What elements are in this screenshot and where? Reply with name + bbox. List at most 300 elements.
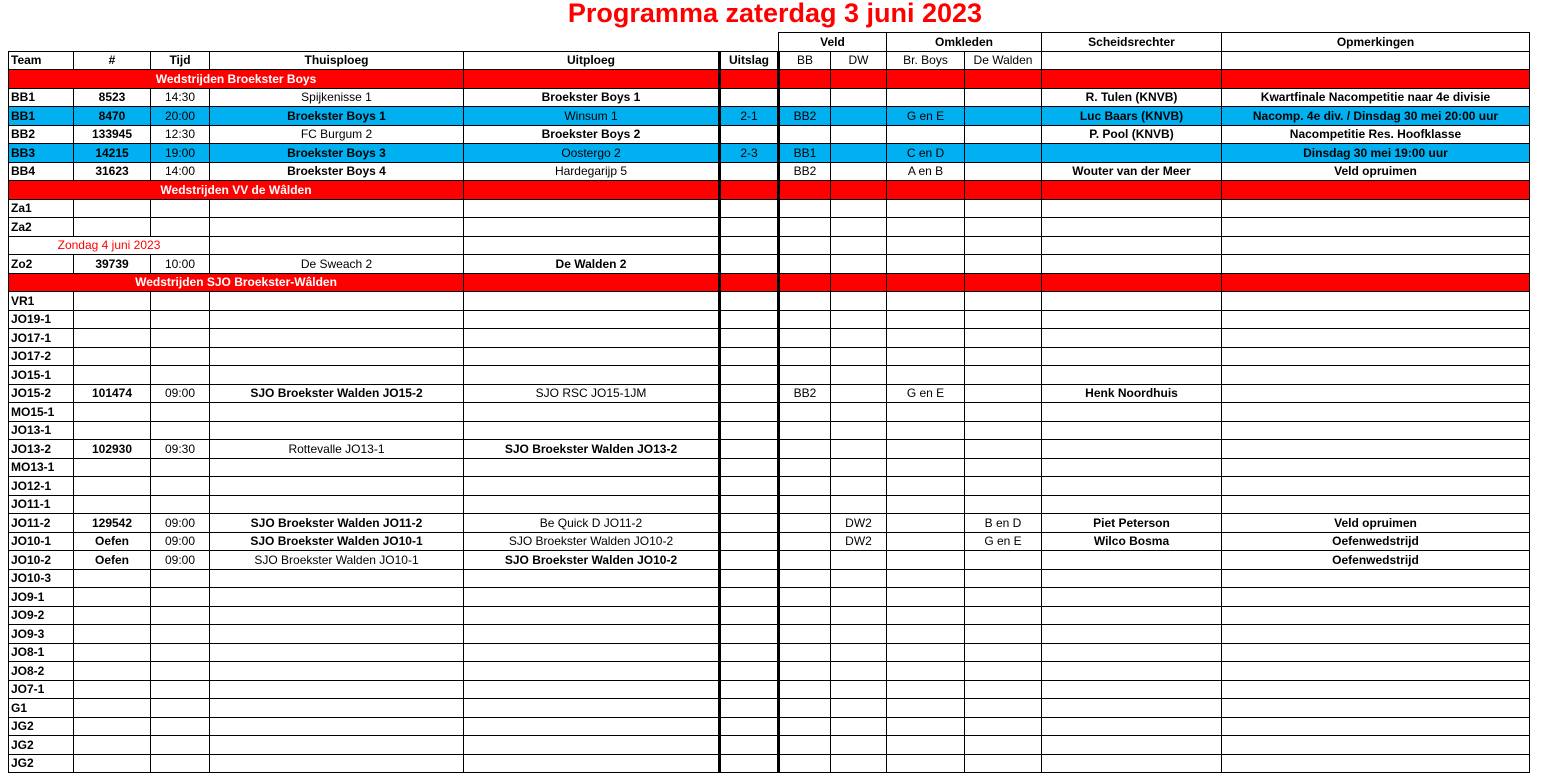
cell-nr [74, 458, 151, 477]
cell-scheids [1042, 421, 1222, 440]
header-tijd: Tijd [151, 51, 210, 70]
cell-tijd [151, 403, 210, 422]
cell-uit [464, 292, 720, 311]
cell-opm: Dinsdag 30 mei 19:00 uur [1222, 144, 1530, 163]
cell-uitslag [720, 199, 779, 218]
cell-uit [464, 606, 720, 625]
table-row [9, 495, 1530, 514]
cell-dewalden [965, 643, 1042, 662]
table-row [9, 754, 1530, 773]
cell-scheids: R. Tulen (KNVB) [1042, 88, 1222, 107]
cell-team: JO13-1 [9, 421, 74, 440]
cell-thuis [210, 403, 464, 422]
cell-team: Za2 [9, 218, 74, 237]
cell-uitslag [720, 292, 779, 311]
cell-thuis [210, 292, 464, 311]
cell-nr: 8523 [74, 88, 151, 107]
table-row [9, 310, 1530, 329]
cell-nr [74, 403, 151, 422]
cell-nr [74, 569, 151, 588]
cell-bb [779, 495, 831, 514]
cell-opm [1222, 736, 1530, 755]
table-row [9, 329, 1530, 348]
cell-dewalden [965, 569, 1042, 588]
cell-nr [74, 218, 151, 237]
cell-thuis [210, 625, 464, 644]
header-nr: # [74, 51, 151, 70]
cell-uitslag [720, 699, 779, 718]
cell-bb: BB2 [779, 107, 831, 126]
cell-uit: SJO RSC JO15-1JM [464, 384, 720, 403]
cell-thuis [210, 606, 464, 625]
cell-opm [1222, 477, 1530, 496]
cell-team: JG2 [9, 717, 74, 736]
cell-uitslag [720, 662, 779, 681]
cell-dewalden [965, 477, 1042, 496]
cell-team: JO9-3 [9, 625, 74, 644]
cell-team: JO17-2 [9, 347, 74, 366]
cell-bb [779, 366, 831, 385]
cell-thuis [210, 643, 464, 662]
cell-nr: 8470 [74, 107, 151, 126]
cell-nr: 31623 [74, 162, 151, 181]
header-dw: DW [831, 51, 887, 70]
cell-uit: Be Quick D JO11-2 [464, 514, 720, 533]
cell-dw [831, 384, 887, 403]
table-row [9, 680, 1530, 699]
cell-brboys [887, 532, 965, 551]
cell-thuis: Broekster Boys 1 [210, 107, 464, 126]
cell-bb [779, 643, 831, 662]
cell-nr: 129542 [74, 514, 151, 533]
schedule-body [9, 70, 1530, 773]
header-uitploeg: Uitploeg [464, 51, 720, 70]
table-row [9, 514, 1530, 533]
cell-thuis [210, 310, 464, 329]
cell-bb [779, 606, 831, 625]
cell-brboys [887, 643, 965, 662]
cell-uitslag [720, 625, 779, 644]
cell-nr: Oefen [74, 551, 151, 570]
cell-dw [831, 625, 887, 644]
cell-scheids [1042, 403, 1222, 422]
cell-uit: Broekster Boys 2 [464, 125, 720, 144]
cell-opm [1222, 662, 1530, 681]
cell-bb [779, 717, 831, 736]
cell-uitslag [720, 514, 779, 533]
cell-brboys [887, 625, 965, 644]
header-uitslag: Uitslag [720, 51, 779, 70]
table-row [9, 421, 1530, 440]
cell-scheids [1042, 440, 1222, 459]
cell-scheids [1042, 292, 1222, 311]
cell-dw [831, 310, 887, 329]
table-row [9, 384, 1530, 403]
cell-uitslag [720, 569, 779, 588]
cell-brboys [887, 680, 965, 699]
cell-uitslag: 2-3 [720, 144, 779, 163]
section-row [9, 181, 1530, 200]
cell-opm [1222, 606, 1530, 625]
cell-uitslag [720, 347, 779, 366]
section-title: Wedstrijden SJO Broekster-Wâlden [9, 273, 464, 292]
cell-team: JO15-1 [9, 366, 74, 385]
cell-thuis: Rottevalle JO13-1 [210, 440, 464, 459]
cell-dewalden [965, 144, 1042, 163]
table-row [9, 736, 1530, 755]
cell-opm [1222, 440, 1530, 459]
cell-tijd [151, 458, 210, 477]
cell-bb [779, 125, 831, 144]
cell-scheids [1042, 458, 1222, 477]
cell-thuis [210, 736, 464, 755]
cell-team: JG2 [9, 754, 74, 773]
cell-tijd [151, 662, 210, 681]
table-row [9, 440, 1530, 459]
cell-brboys [887, 125, 965, 144]
cell-scheids: P. Pool (KNVB) [1042, 125, 1222, 144]
cell-uit [464, 736, 720, 755]
cell-dewalden [965, 699, 1042, 718]
cell-tijd: 10:00 [151, 255, 210, 274]
cell-uit [464, 569, 720, 588]
cell-uit [464, 495, 720, 514]
cell-bb [779, 255, 831, 274]
cell-brboys [887, 458, 965, 477]
date-label: Zondag 4 juni 2023 [9, 236, 210, 255]
cell-uitslag [720, 606, 779, 625]
cell-nr [74, 643, 151, 662]
cell-brboys [887, 255, 965, 274]
cell-opm [1222, 329, 1530, 348]
cell-scheids: Piet Peterson [1042, 514, 1222, 533]
table-row [9, 162, 1530, 181]
cell-dw [831, 699, 887, 718]
cell-tijd [151, 754, 210, 773]
cell-dewalden [965, 662, 1042, 681]
cell-uit [464, 199, 720, 218]
cell-uit: Oostergo 2 [464, 144, 720, 163]
cell-opm [1222, 218, 1530, 237]
cell-opm [1222, 366, 1530, 385]
cell-thuis: De Sweach 2 [210, 255, 464, 274]
table-row [9, 292, 1530, 311]
cell-dewalden [965, 625, 1042, 644]
cell-team: MO15-1 [9, 403, 74, 422]
cell-tijd [151, 643, 210, 662]
cell-dewalden [965, 754, 1042, 773]
cell-dw [831, 754, 887, 773]
cell-dw [831, 477, 887, 496]
cell-thuis [210, 680, 464, 699]
cell-tijd [151, 218, 210, 237]
cell-team: Za1 [9, 199, 74, 218]
cell-dewalden [965, 495, 1042, 514]
cell-thuis [210, 218, 464, 237]
cell-dw: DW2 [831, 514, 887, 533]
cell-scheids [1042, 199, 1222, 218]
cell-team: VR1 [9, 292, 74, 311]
cell-opm [1222, 625, 1530, 644]
cell-brboys: A en B [887, 162, 965, 181]
cell-brboys [887, 421, 965, 440]
cell-brboys: G en E [887, 384, 965, 403]
cell-team: BB4 [9, 162, 74, 181]
header-brboys: Br. Boys [887, 51, 965, 70]
cell-scheids [1042, 588, 1222, 607]
table-row [9, 699, 1530, 718]
cell-bb [779, 625, 831, 644]
cell-uit [464, 366, 720, 385]
cell-dw [831, 736, 887, 755]
cell-bb [779, 699, 831, 718]
cell-bb: BB1 [779, 144, 831, 163]
cell-brboys [887, 736, 965, 755]
cell-team: G1 [9, 699, 74, 718]
cell-brboys [887, 569, 965, 588]
cell-dw [831, 551, 887, 570]
cell-thuis: SJO Broekster Walden JO10-1 [210, 532, 464, 551]
cell-nr [74, 477, 151, 496]
cell-bb [779, 199, 831, 218]
cell-opm: Nacompetitie Res. Hoofklasse [1222, 125, 1530, 144]
cell-uitslag [720, 458, 779, 477]
cell-opm: Veld opruimen [1222, 514, 1530, 533]
cell-uit: Broekster Boys 1 [464, 88, 720, 107]
cell-team: JO12-1 [9, 477, 74, 496]
cell-tijd: 09:00 [151, 551, 210, 570]
cell-thuis: SJO Broekster Walden JO11-2 [210, 514, 464, 533]
cell-brboys [887, 310, 965, 329]
cell-bb [779, 477, 831, 496]
cell-team: JO7-1 [9, 680, 74, 699]
header-opmerkingen: Opmerkingen [1222, 33, 1530, 52]
cell-team: JO8-2 [9, 662, 74, 681]
cell-brboys [887, 477, 965, 496]
cell-opm: Kwartfinale Nacompetitie naar 4e divisie [1222, 88, 1530, 107]
cell-tijd: 09:00 [151, 514, 210, 533]
cell-brboys [887, 606, 965, 625]
cell-dw [831, 366, 887, 385]
cell-team: JG2 [9, 736, 74, 755]
cell-bb [779, 440, 831, 459]
cell-team: JO8-1 [9, 643, 74, 662]
cell-dewalden [965, 366, 1042, 385]
cell-opm [1222, 421, 1530, 440]
cell-dw [831, 495, 887, 514]
cell-nr [74, 329, 151, 348]
cell-scheids [1042, 680, 1222, 699]
cell-brboys [887, 662, 965, 681]
table-row [9, 625, 1530, 644]
cell-uitslag [720, 532, 779, 551]
header-dewalden: De Walden [965, 51, 1042, 70]
section-row [9, 70, 1530, 89]
cell-dewalden [965, 329, 1042, 348]
cell-dewalden [965, 125, 1042, 144]
cell-tijd [151, 495, 210, 514]
cell-scheids [1042, 569, 1222, 588]
cell-uit [464, 477, 720, 496]
cell-bb: BB2 [779, 384, 831, 403]
cell-bb [779, 347, 831, 366]
cell-nr [74, 606, 151, 625]
cell-brboys [887, 88, 965, 107]
table-row [9, 255, 1530, 274]
cell-uit [464, 458, 720, 477]
cell-uitslag [720, 403, 779, 422]
cell-dewalden [965, 606, 1042, 625]
cell-dw [831, 255, 887, 274]
cell-team: JO10-1 [9, 532, 74, 551]
cell-nr: 39739 [74, 255, 151, 274]
header-thuisploeg: Thuisploeg [210, 51, 464, 70]
table-row [9, 144, 1530, 163]
cell-dewalden [965, 347, 1042, 366]
cell-uitslag [720, 754, 779, 773]
cell-nr [74, 495, 151, 514]
cell-nr [74, 366, 151, 385]
cell-uitslag [720, 384, 779, 403]
cell-team: JO15-2 [9, 384, 74, 403]
cell-opm [1222, 495, 1530, 514]
cell-tijd: 09:30 [151, 440, 210, 459]
cell-bb [779, 736, 831, 755]
cell-thuis [210, 421, 464, 440]
cell-tijd [151, 680, 210, 699]
cell-dewalden: B en D [965, 514, 1042, 533]
cell-dw [831, 643, 887, 662]
cell-opm [1222, 643, 1530, 662]
page-title: Programma zaterdag 3 juni 2023 [567, 0, 983, 28]
cell-tijd: 14:00 [151, 162, 210, 181]
cell-brboys [887, 292, 965, 311]
cell-uitslag [720, 162, 779, 181]
cell-bb [779, 329, 831, 348]
cell-uitslag [720, 366, 779, 385]
cell-thuis [210, 754, 464, 773]
header-scheidsrechter: Scheidsrechter [1042, 33, 1222, 52]
cell-uitslag [720, 88, 779, 107]
cell-team: JO10-3 [9, 569, 74, 588]
cell-team: JO11-1 [9, 495, 74, 514]
cell-uitslag [720, 218, 779, 237]
cell-nr [74, 736, 151, 755]
cell-scheids [1042, 606, 1222, 625]
cell-dewalden [965, 310, 1042, 329]
cell-thuis [210, 569, 464, 588]
cell-dw [831, 717, 887, 736]
cell-nr [74, 625, 151, 644]
table-row [9, 366, 1530, 385]
cell-scheids [1042, 625, 1222, 644]
cell-uit [464, 588, 720, 607]
cell-scheids [1042, 551, 1222, 570]
cell-uitslag [720, 736, 779, 755]
cell-uit [464, 329, 720, 348]
cell-team: JO9-1 [9, 588, 74, 607]
cell-team: MO13-1 [9, 458, 74, 477]
cell-dw [831, 662, 887, 681]
cell-nr [74, 199, 151, 218]
cell-team: Zo2 [9, 255, 74, 274]
cell-nr [74, 421, 151, 440]
cell-dewalden [965, 680, 1042, 699]
cell-tijd [151, 366, 210, 385]
cell-uit: SJO Broekster Walden JO10-2 [464, 532, 720, 551]
cell-dewalden [965, 384, 1042, 403]
cell-bb [779, 88, 831, 107]
table-row [9, 458, 1530, 477]
cell-thuis [210, 588, 464, 607]
cell-thuis [210, 662, 464, 681]
table-row [9, 569, 1530, 588]
cell-tijd [151, 569, 210, 588]
cell-uit: Hardegarijp 5 [464, 162, 720, 181]
cell-dewalden [965, 218, 1042, 237]
cell-dw [831, 218, 887, 237]
cell-tijd [151, 421, 210, 440]
cell-scheids [1042, 495, 1222, 514]
cell-dewalden [965, 403, 1042, 422]
cell-uit [464, 218, 720, 237]
cell-tijd [151, 717, 210, 736]
cell-dw [831, 199, 887, 218]
cell-uitslag [720, 643, 779, 662]
cell-dw [831, 569, 887, 588]
cell-dewalden [965, 162, 1042, 181]
cell-uitslag [720, 255, 779, 274]
cell-opm [1222, 347, 1530, 366]
cell-tijd: 12:30 [151, 125, 210, 144]
cell-scheids [1042, 144, 1222, 163]
cell-team: BB2 [9, 125, 74, 144]
cell-scheids [1042, 699, 1222, 718]
cell-scheids [1042, 310, 1222, 329]
cell-uit [464, 310, 720, 329]
cell-opm: Oefenwedstrijd [1222, 532, 1530, 551]
cell-tijd [151, 199, 210, 218]
cell-uitslag [720, 477, 779, 496]
cell-scheids: Luc Baars (KNVB) [1042, 107, 1222, 126]
cell-uit [464, 421, 720, 440]
cell-bb [779, 421, 831, 440]
table-row [9, 477, 1530, 496]
cell-brboys [887, 329, 965, 348]
cell-opm: Veld opruimen [1222, 162, 1530, 181]
cell-team: BB3 [9, 144, 74, 163]
cell-dw [831, 292, 887, 311]
cell-dw [831, 403, 887, 422]
table-row [9, 199, 1530, 218]
cell-uit: SJO Broekster Walden JO10-2 [464, 551, 720, 570]
cell-uit: SJO Broekster Walden JO13-2 [464, 440, 720, 459]
table-row [9, 125, 1530, 144]
header-veld: Veld [779, 33, 887, 52]
cell-brboys [887, 440, 965, 459]
cell-thuis [210, 495, 464, 514]
cell-dw [831, 125, 887, 144]
cell-tijd [151, 606, 210, 625]
cell-opm [1222, 310, 1530, 329]
cell-brboys [887, 754, 965, 773]
header-team: Team [9, 51, 74, 70]
cell-tijd: 20:00 [151, 107, 210, 126]
cell-scheids [1042, 717, 1222, 736]
cell-thuis [210, 458, 464, 477]
cell-dw [831, 144, 887, 163]
cell-thuis [210, 699, 464, 718]
